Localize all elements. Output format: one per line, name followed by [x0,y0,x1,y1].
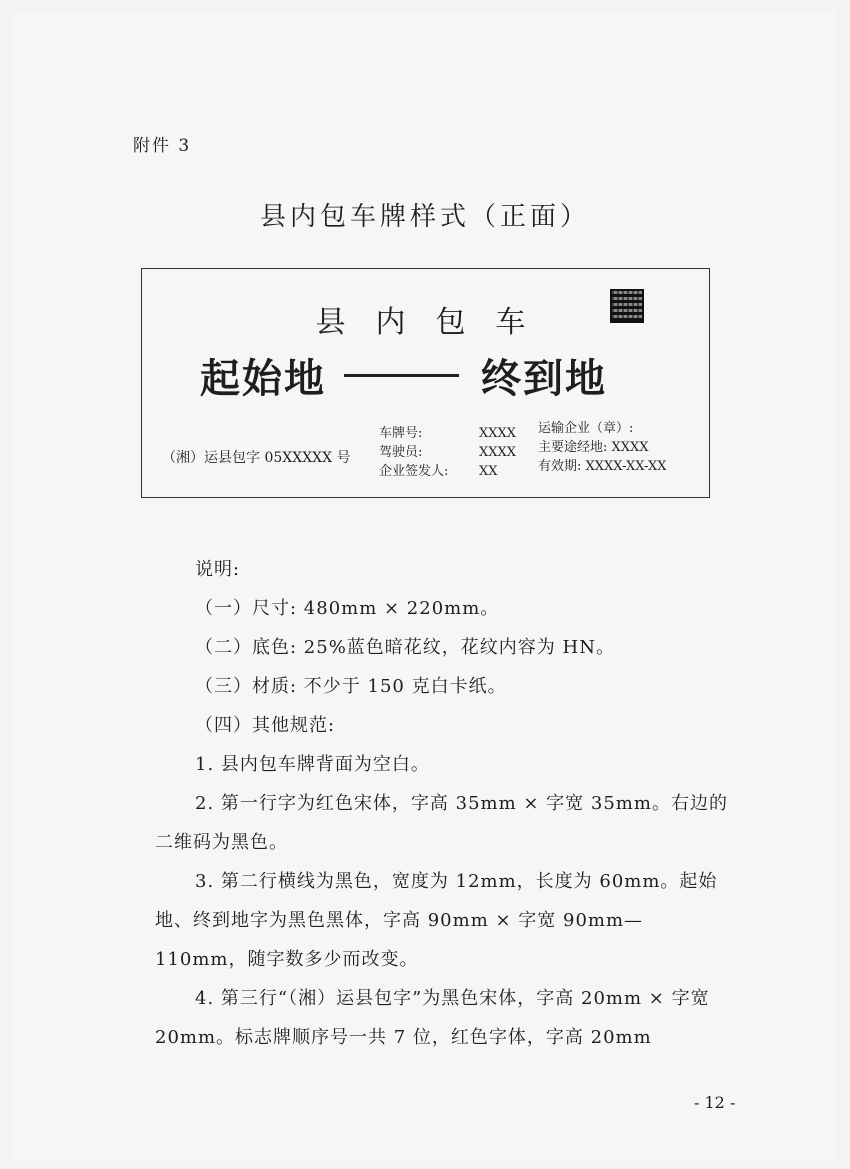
page-title: 县内包车牌样式（正面） [259,202,590,232]
value-issuer: XX [479,464,498,479]
plate-row1-text: 县内包车 [315,305,556,340]
plate-origin: 起始地 [200,356,326,402]
validity-label: 有效期: XXXX-XX-XX [538,459,667,474]
plate-destination: 终到地 [481,356,607,402]
attachment-label: 附件 3 [133,136,192,156]
notes-section [155,550,735,1057]
label-issuer: 企业签发人: [379,464,449,479]
note-size: （一）尺寸: 480mm × 220mm。 [195,598,500,619]
plate-route [200,347,607,404]
main-route-label: 主要途经地: XXXX [538,440,649,455]
value-driver: XXXX [479,445,517,460]
note-item-1: 1. 县内包车牌背面为空白。 [195,754,430,775]
plate-field-labels [379,424,448,481]
route-dash [344,374,459,377]
note-color: （二）底色: 25%蓝色暗花纹，花纹内容为 HN。 [195,637,615,658]
notes-heading: 说明: [195,559,241,580]
note-other: （四）其他规范: [195,715,336,736]
note-material: （三）材质: 不少于 150 克白卡纸。 [195,676,507,697]
plate-company-info [538,419,666,476]
page-number: - 12 - [694,1093,736,1112]
plate-permit-number: （湘）运县包字 05XXXXX 号 [162,450,351,466]
label-driver: 驾驶员: [379,445,423,460]
note-item-3: 3. 第二行横线为黑色，宽度为 12mm，长度为 60mm。起始地、终到地字为黑色黑体，字高 90mm × 字宽 90mm—110mm，随字数多少而改变。 [155,871,718,970]
note-item-4: 4. 第三行“（湘）运县包字”为黑色宋体，字高 20mm × 字宽 20mm。标志牌顺序号一共 7 位，红色字体，字高 20mm [155,988,710,1048]
label-plate-number: 车牌号: [379,426,423,441]
note-item-2: 2. 第一行字为红色宋体，字高 35mm × 字宽 35mm。右边的二维码为黑色。 [155,793,728,853]
plate-field-values [479,424,516,481]
value-plate-number: XXXX [479,426,517,441]
qr-code-icon [610,289,644,323]
plate-sample [141,268,710,498]
company-seal-label: 运输企业（章）: [538,421,634,436]
